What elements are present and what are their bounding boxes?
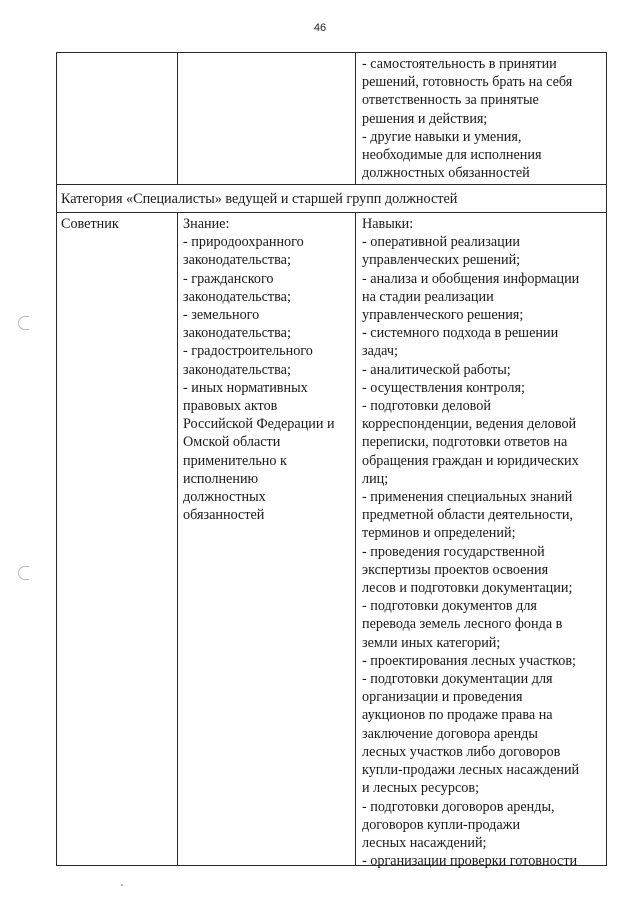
text-line: договоров купли-продажи (362, 816, 521, 833)
text-line: обращения граждан и юридических (362, 452, 579, 469)
text-line: законодательства; (183, 252, 291, 269)
text-line: исполнению (183, 470, 259, 487)
text-line: решения и действия; (362, 110, 488, 127)
text-line: - организации проверки готовности (362, 853, 578, 870)
text-line: на стадии реализации (362, 288, 494, 305)
position-cell (61, 215, 173, 233)
text-line: терминов и определений; (362, 525, 516, 542)
text-line: - подготовки деловой (362, 398, 491, 415)
text-line: - самостоятельность в принятии (362, 56, 557, 72)
text-line: перевода земель лесного фонда в (362, 616, 563, 633)
text-line: законодательства; (183, 288, 291, 305)
text-line: - другие навыки и умения, (362, 128, 522, 145)
position-title: Советник (61, 216, 119, 232)
text-line: решений, готовность брать на себя (362, 74, 573, 91)
text-line: - осуществления контроля; (362, 379, 525, 396)
category-header: Категория «Специалисты» ведущей и старшей групп должностей (61, 191, 458, 207)
table-row-continuation (57, 53, 606, 185)
text-line: - подготовки договоров аренды, (362, 798, 555, 815)
text-line: должностных (183, 489, 266, 506)
text-line: Омской области (183, 434, 281, 451)
text-line: заключение договора аренды (362, 725, 538, 742)
text-line: обязанностей (183, 507, 265, 524)
text-line: - применения специальных знаний (362, 489, 573, 506)
column-divider (355, 53, 356, 184)
text-line: задач; (362, 343, 398, 360)
text-line: - подготовки документации для (362, 671, 553, 688)
column-divider (177, 53, 178, 184)
binder-hole-mark (18, 566, 29, 580)
text-line: переписки, подготовки ответов на (362, 434, 568, 451)
text-line: экспертизы проектов освоения (362, 561, 549, 578)
text-line: - градостроительного (183, 343, 313, 360)
text-line: - аналитической работы; (362, 361, 511, 378)
text-line: необходимые для исполнения (362, 147, 542, 164)
text-line: и лесных ресурсов; (362, 780, 480, 797)
text-line: ответственность за принятые (362, 92, 539, 109)
text-line: управленческих решений; (362, 252, 521, 269)
table-row-advisor (57, 213, 606, 870)
text-line: - гражданского (183, 270, 274, 287)
text-line: должностных обязанностей (362, 165, 530, 182)
text-line: лиц; (362, 470, 389, 487)
text-line: - системного подхода в решении (362, 325, 559, 342)
scan-speck (121, 884, 123, 886)
text-line: организации и проведения (362, 689, 523, 706)
text-line: предметной области деятельности, (362, 507, 574, 524)
knowledge-cell (183, 215, 351, 524)
text-line: - природоохранного (183, 234, 304, 251)
category-header-row (57, 185, 606, 213)
text-line: Знание: (183, 216, 230, 232)
text-line: Навыки: (362, 216, 414, 232)
text-line: лесов и подготовки документации; (362, 580, 573, 597)
text-line: законодательства; (183, 325, 291, 342)
text-line: применительно к (183, 452, 287, 469)
text-line: земли иных категорий; (362, 634, 501, 651)
text-line: - иных нормативных (183, 379, 308, 396)
qualification-table (56, 52, 607, 870)
text-line: - подготовки документов для (362, 598, 537, 615)
page-number: 46 (313, 22, 327, 34)
text-line: управленческого решения; (362, 307, 524, 324)
text-line: лесных насаждений; (362, 834, 487, 851)
column-divider (355, 213, 356, 865)
text-line: корреспонденции, ведения деловой (362, 416, 577, 433)
text-line: законодательства; (183, 361, 291, 378)
text-line: аукционов по продаже права на (362, 707, 553, 724)
text-line: купли-продажи лесных насаждений (362, 762, 580, 779)
text-line: - земельного (183, 307, 260, 324)
text-line: Российской Федерации и (183, 416, 335, 433)
text-line: лесных участков либо договоров (362, 743, 561, 760)
text-line: - проектирования лесных участков; (362, 652, 576, 669)
text-line: - оперативной реализации (362, 234, 520, 251)
skills-cell (362, 215, 606, 870)
binder-hole-mark (18, 316, 29, 330)
skills-cell (362, 55, 606, 182)
text-line: правовых актов (183, 398, 278, 415)
text-line: - проведения государственной (362, 543, 545, 560)
column-divider (177, 213, 178, 865)
text-line: - анализа и обобщения информации (362, 270, 580, 287)
